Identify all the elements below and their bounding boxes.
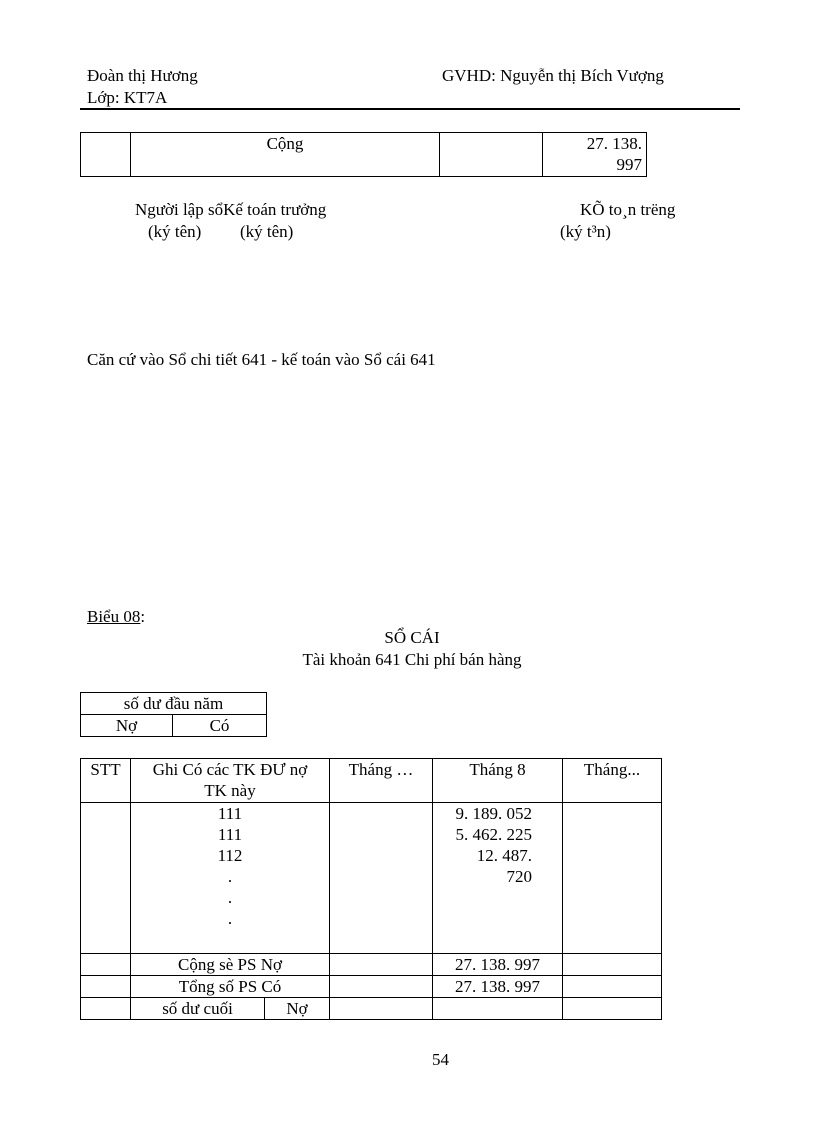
empty-cell [563,976,662,998]
amount-list [433,803,563,954]
account-item: . [227,888,233,907]
total-label: Cộng [131,133,440,177]
closing-balance-side: Nợ [265,998,330,1020]
total-debit-label: Cộng sè PS Nợ [131,954,330,976]
header-rule [80,108,740,110]
ledger-table [80,758,662,1020]
preparer-sign: (ký tên) [148,222,202,241]
account-item: . [227,867,233,886]
signature-preparer: Người lập sổKế toán trưởng [135,200,327,219]
opening-balance-header: số dư đầu năm [81,693,267,715]
opening-debit: Nợ [81,715,173,737]
intro-text: Căn cứ vào Sổ chi tiết 641 - kế toán vào Sổ cái 641 [87,350,436,369]
empty-cell [81,803,131,954]
opening-balance-table [80,692,267,737]
total-value: 27. 138. 997 [543,133,647,177]
amount-item: 12. 487. [476,846,533,865]
empty-cell [433,998,563,1020]
class-label: Lớp: KT7A [87,88,168,107]
total-credit-label: Tổng số PS Có [131,976,330,998]
account-item: 112 [217,846,243,865]
closing-balance-label: số dư cuối [131,998,265,1020]
header-month-8: Tháng 8 [433,759,563,803]
account-list [131,803,330,954]
account-item: . [227,909,233,928]
supervisor-label: GVHD: Nguyễn thị Bích Vượng [442,66,664,85]
ledger-subtitle: Tài khoản 641 Chi phí bán hàng [302,650,522,669]
total-credit-value: 27. 138. 997 [433,976,563,998]
amount-item: 720 [506,867,533,886]
account-item: 111 [217,825,243,844]
amount-item: 5. 462. 225 [455,825,533,844]
empty-cell [330,976,433,998]
empty-cell [440,133,543,177]
empty-cell [330,954,433,976]
empty-cell [81,976,131,998]
ledger-title: SỔ CÁI [384,628,440,647]
empty-cell [563,954,662,976]
form-label: Biểu 08: [87,607,146,626]
header-month-next: Tháng... [563,759,662,803]
empty-cell [330,803,433,954]
opening-credit: Có [173,715,267,737]
empty-cell [81,133,131,177]
empty-cell [563,998,662,1020]
total-table [80,132,647,177]
chief-sign: (ký tên) [240,222,294,241]
empty-cell [563,803,662,954]
author-name: Đoàn thị Hương [87,66,198,85]
amount-item: 9. 189. 052 [455,804,533,823]
empty-cell [81,998,131,1020]
header-stt: STT [81,759,131,803]
third-sign: (ký t³n) [560,222,611,241]
account-item: 111 [217,804,243,823]
empty-cell [81,954,131,976]
total-debit-value: 27. 138. 997 [433,954,563,976]
header-account: Ghi Có các TK ĐƯ nợ TK này [131,759,330,803]
page-number: 54 [432,1050,449,1069]
signature-third: KÕ to¸n trëng [580,200,676,219]
empty-cell [330,998,433,1020]
header-month-prev: Tháng … [330,759,433,803]
